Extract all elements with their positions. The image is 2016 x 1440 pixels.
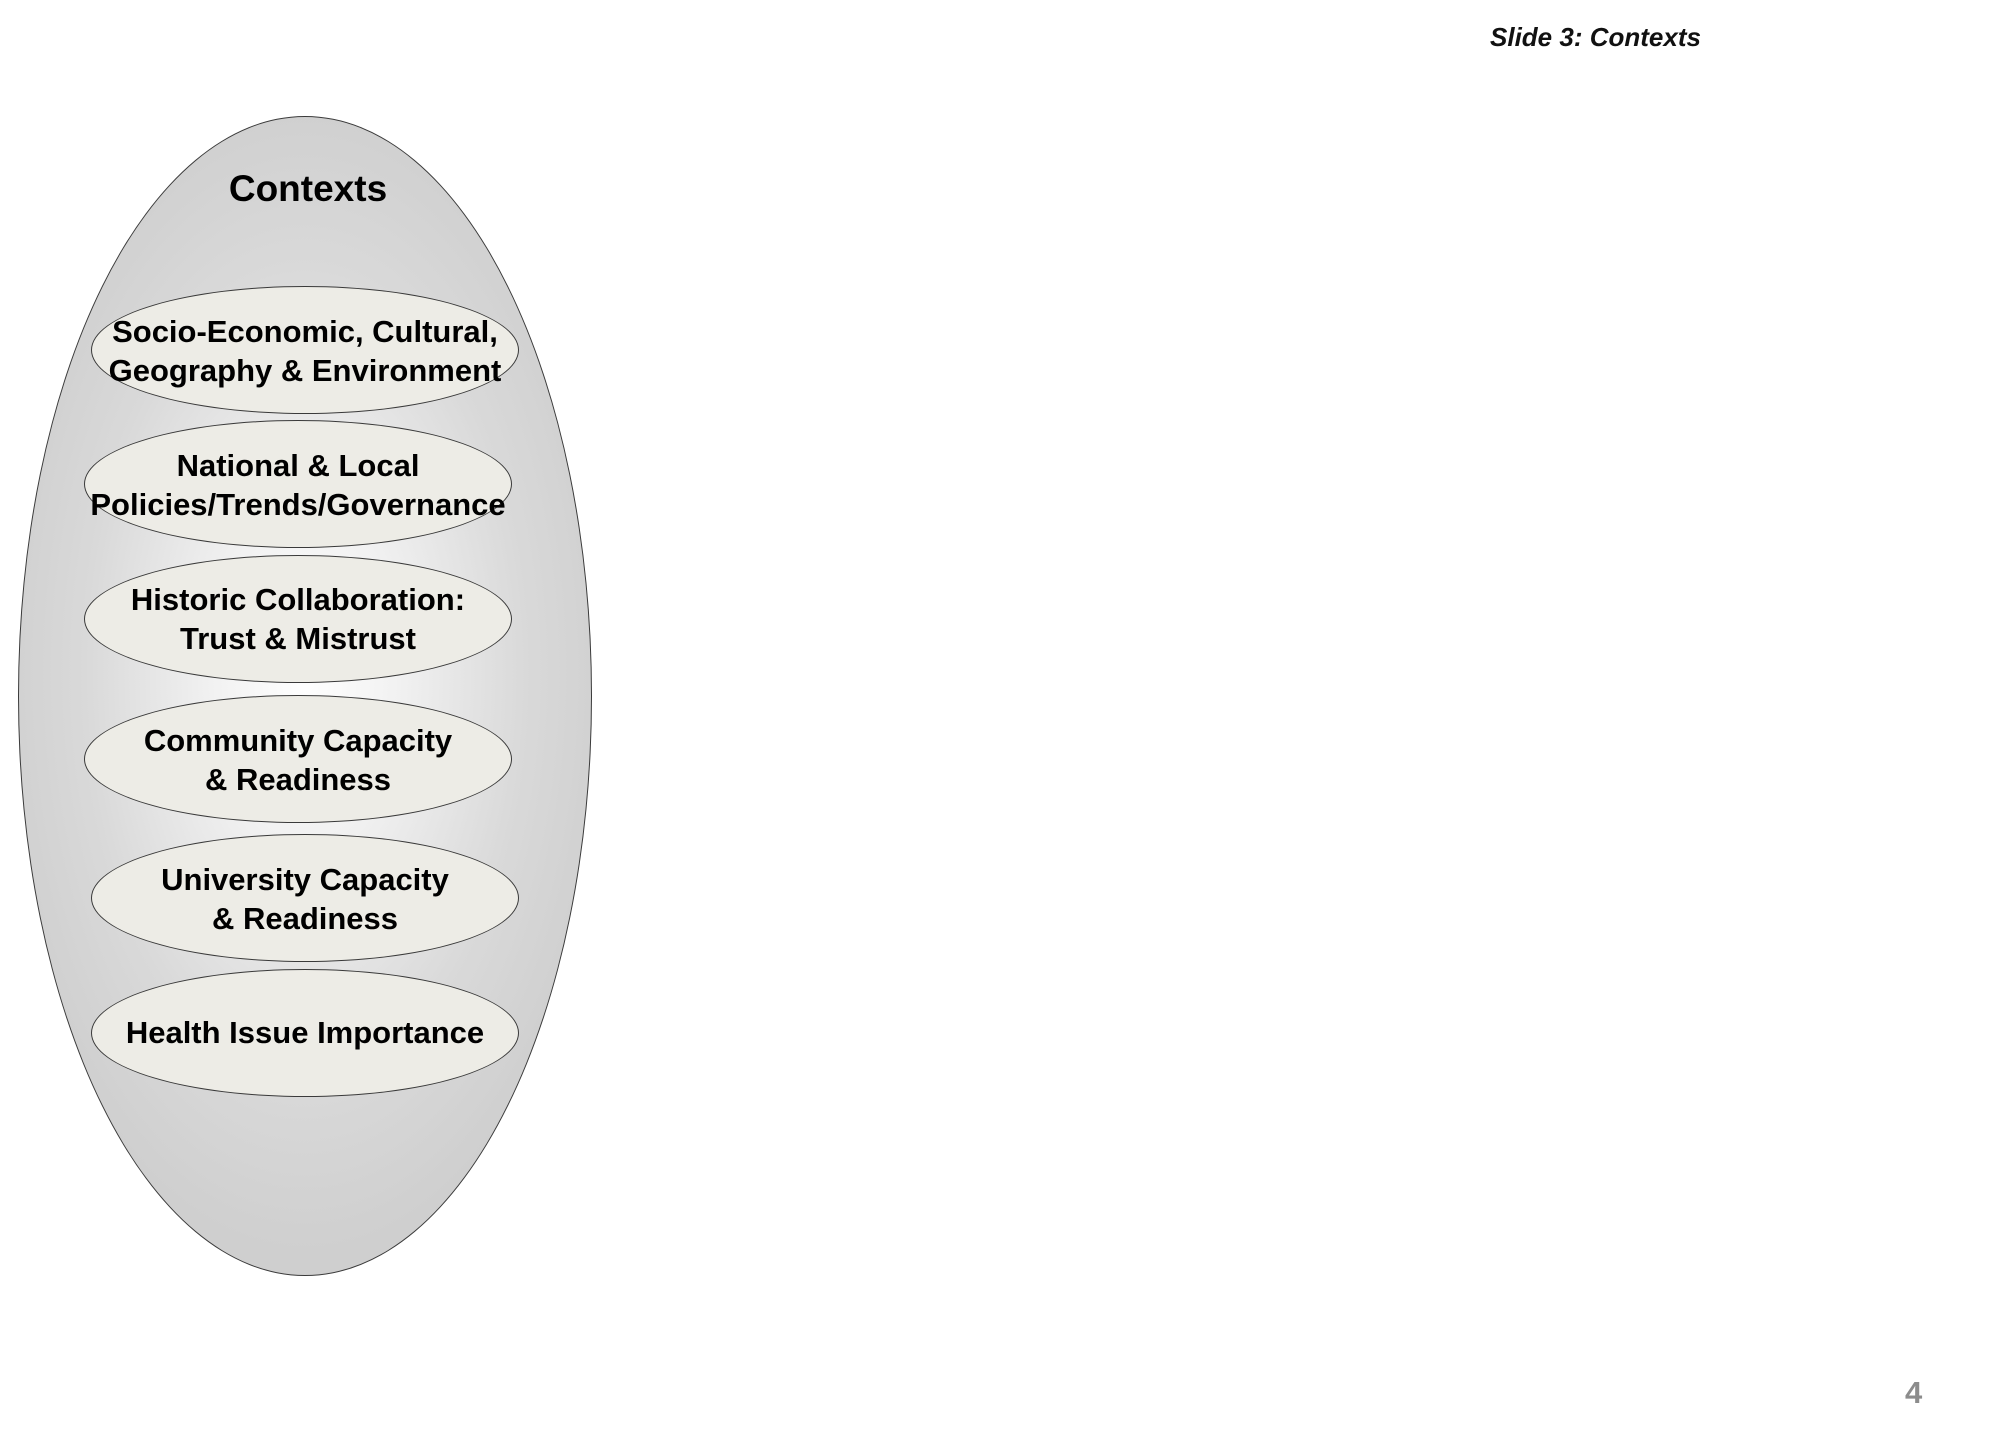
page-number: 4: [1905, 1375, 1923, 1410]
context-label-line: Socio-Economic, Cultural,: [112, 314, 498, 349]
context-label-policies: [63, 446, 533, 524]
context-label-line: Geography & Environment: [108, 353, 502, 388]
context-label-socio-economic: [70, 312, 540, 390]
context-label-community-capacity: [63, 721, 533, 799]
contexts-title: Contexts: [228, 168, 388, 209]
context-label-line: Health Issue Importance: [125, 1015, 485, 1050]
context-label-line: University Capacity: [161, 862, 449, 897]
context-label-health-issue: [70, 1013, 540, 1052]
context-label-university-capacity: [70, 860, 540, 938]
context-label-line: Trust & Mistrust: [180, 621, 416, 656]
context-label-line: Policies/Trends/Governance: [90, 487, 506, 522]
context-label-line: & Readiness: [211, 901, 399, 936]
context-label-line: Community Capacity: [143, 723, 453, 758]
context-label-line: Historic Collaboration:: [130, 582, 466, 617]
context-label-line: & Readiness: [204, 762, 392, 797]
context-label-historic-collaboration: [63, 580, 533, 658]
slide-label: Slide 3: Contexts: [1490, 22, 1701, 52]
context-label-line: National & Local: [176, 448, 420, 483]
